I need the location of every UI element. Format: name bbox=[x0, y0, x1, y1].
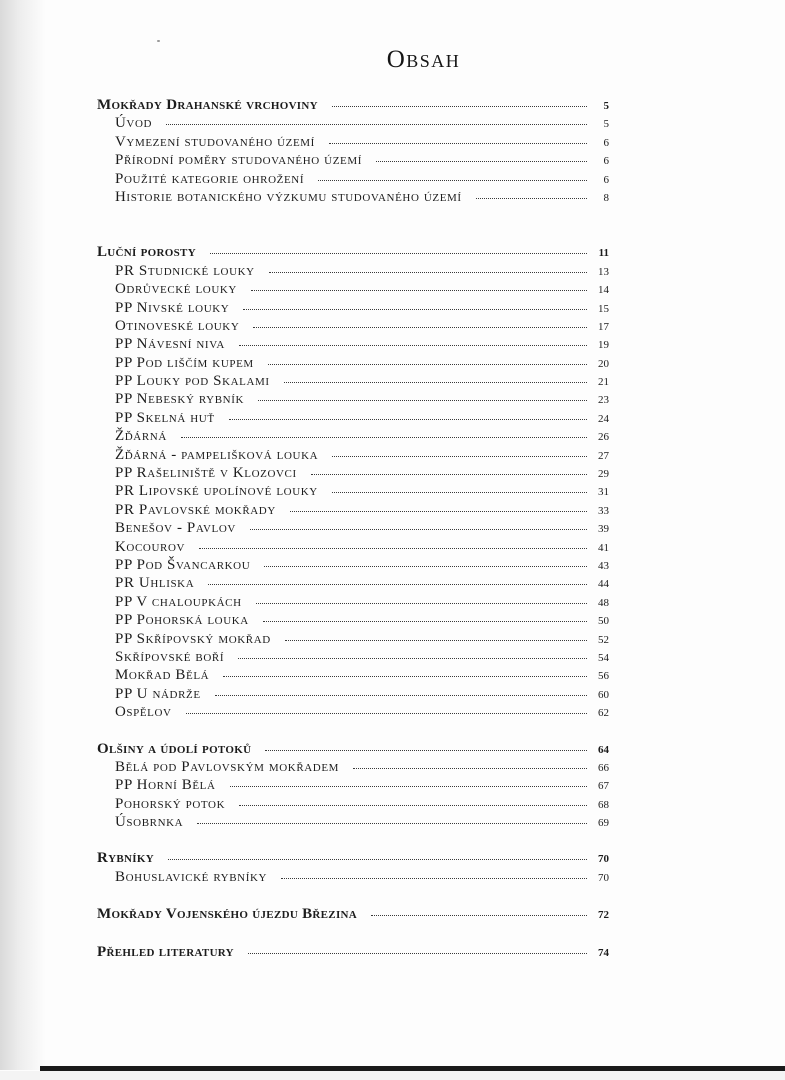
dot-leader bbox=[166, 112, 587, 125]
toc-heading-page-number: 64 bbox=[598, 743, 609, 756]
toc-entry-label: Mokřad Bělá bbox=[115, 667, 210, 684]
toc-entry-label: PP Pod liščím kupem bbox=[115, 354, 254, 371]
toc-heading-page-number: 72 bbox=[598, 909, 609, 922]
toc-entry-page-number: 20 bbox=[598, 357, 609, 370]
toc-entry-page-number: 48 bbox=[598, 596, 609, 609]
dot-leader bbox=[285, 628, 587, 641]
toc-entry[interactable] bbox=[97, 868, 609, 886]
dot-leader bbox=[238, 646, 587, 659]
dot-leader bbox=[248, 941, 587, 954]
toc-entry-label: Žďárná bbox=[115, 428, 167, 445]
toc-entry-page-number: 56 bbox=[598, 670, 609, 683]
toc-entry-label: Bělá pod Pavlovským mokřadem bbox=[115, 758, 340, 775]
toc-section bbox=[97, 905, 609, 923]
toc-heading[interactable] bbox=[97, 905, 609, 923]
toc-entry-page-number: 50 bbox=[598, 615, 609, 628]
toc-entry-page-number: 66 bbox=[598, 761, 609, 774]
toc-entry-page-number: 44 bbox=[598, 578, 609, 591]
toc-heading-label: Rybníky bbox=[97, 850, 154, 867]
toc-entry-page-number: 60 bbox=[598, 688, 609, 701]
toc-entry-label: PR Studnické louky bbox=[115, 262, 255, 279]
toc-entry-page-number: 68 bbox=[598, 798, 609, 811]
toc-entry-page-number: 19 bbox=[598, 339, 609, 352]
toc-entry-label: Bohuslavické rybníky bbox=[115, 868, 268, 885]
toc-entry-label: PP Nebeský rybník bbox=[115, 391, 245, 408]
toc-heading[interactable] bbox=[97, 943, 609, 961]
toc-entry-page-number: 54 bbox=[598, 651, 609, 664]
toc-entry-label: Kocourov bbox=[115, 538, 186, 555]
toc-entry-page-number: 39 bbox=[598, 523, 609, 536]
dot-leader bbox=[269, 260, 587, 273]
toc-section bbox=[97, 96, 609, 206]
dot-leader bbox=[258, 388, 587, 401]
dot-leader bbox=[250, 517, 587, 530]
toc-heading-label: Mokřady Vojenského újezdu Březina bbox=[97, 906, 358, 923]
toc-entry[interactable] bbox=[97, 188, 609, 206]
toc-entry-label: Vymezení studovaného území bbox=[115, 133, 315, 150]
toc-section bbox=[97, 849, 609, 886]
toc-entry-page-number: 52 bbox=[598, 633, 609, 646]
dot-leader bbox=[264, 554, 587, 567]
toc-entry-page-number: 26 bbox=[598, 431, 609, 444]
dot-leader bbox=[230, 774, 587, 787]
dot-leader bbox=[239, 333, 587, 346]
dot-leader bbox=[311, 462, 587, 475]
dot-leader bbox=[265, 738, 587, 751]
toc-heading-label: Mokřady Drahanské vrchoviny bbox=[97, 97, 318, 113]
dot-leader bbox=[290, 499, 587, 512]
toc-section bbox=[97, 740, 609, 832]
toc-entry-label: Pohorský potok bbox=[115, 795, 226, 812]
toc-entry-label: PP Skřípovský mokřad bbox=[115, 630, 271, 647]
dot-leader bbox=[251, 278, 587, 291]
toc-entry-page-number: 21 bbox=[598, 376, 609, 389]
dot-leader bbox=[229, 407, 587, 420]
toc-entry-page-number: 6 bbox=[603, 155, 609, 168]
section-spacer bbox=[97, 206, 609, 243]
toc-entry-label: PR Lipovské upolínové louky bbox=[115, 483, 318, 500]
toc-entry-label: Historie botanického výzkumu studovaného území bbox=[115, 188, 462, 205]
toc-entry-label: Žďárná - pampelišková louka bbox=[115, 446, 319, 463]
toc-entry-page-number: 6 bbox=[603, 173, 609, 186]
toc-entry-page-number: 62 bbox=[598, 707, 609, 720]
toc-entry-page-number: 6 bbox=[603, 136, 609, 149]
toc-entry-label: PP Pohorská louka bbox=[115, 612, 249, 629]
toc-entry-page-number: 67 bbox=[598, 780, 609, 793]
dot-leader bbox=[223, 664, 587, 677]
toc-entry-label: Odrůvecké louky bbox=[115, 281, 237, 298]
toc-entry-label: PP Horní Bělá bbox=[115, 777, 216, 794]
toc-entry-page-number: 15 bbox=[598, 302, 609, 315]
toc-entry-label: PP V chaloupkách bbox=[115, 593, 242, 610]
toc-entry-label: PP Louky pod Skalami bbox=[115, 373, 270, 390]
page-bottom-shade bbox=[0, 1071, 785, 1080]
toc-heading-label: Přehled literatury bbox=[97, 943, 234, 960]
toc-heading-page-number: 5 bbox=[603, 100, 609, 112]
dot-leader bbox=[263, 609, 587, 622]
toc-heading-label: Olšiny a údolí potoků bbox=[97, 740, 252, 757]
toc-entry[interactable] bbox=[97, 703, 609, 721]
dot-leader bbox=[318, 168, 587, 181]
toc-entry-page-number: 8 bbox=[603, 191, 609, 204]
dot-leader bbox=[210, 241, 587, 254]
toc-entry-label: PP Skelná huť bbox=[115, 409, 215, 426]
toc-entry-label: Použité kategorie ohrožení bbox=[115, 170, 305, 187]
dot-leader bbox=[243, 297, 587, 310]
toc-entry-label: Přírodní poměry studovaného území bbox=[115, 152, 362, 169]
toc-entry-page-number: 13 bbox=[598, 265, 609, 278]
toc-entry[interactable] bbox=[97, 813, 609, 831]
dot-leader bbox=[268, 352, 587, 365]
dot-leader bbox=[181, 425, 587, 438]
paper-speck bbox=[157, 40, 160, 42]
toc-entry-page-number: 31 bbox=[598, 486, 609, 499]
dot-leader bbox=[332, 94, 587, 107]
dot-leader bbox=[215, 683, 587, 696]
table-of-contents bbox=[97, 96, 609, 961]
dot-leader bbox=[376, 149, 587, 162]
dot-leader bbox=[476, 186, 587, 199]
toc-entry-label: PP Rašeliniště v Klozovci bbox=[115, 465, 297, 482]
dot-leader bbox=[168, 847, 587, 860]
toc-heading-page-number: 11 bbox=[598, 247, 609, 260]
dot-leader bbox=[239, 793, 587, 806]
dot-leader bbox=[208, 572, 587, 585]
toc-entry-page-number: 14 bbox=[598, 284, 609, 297]
toc-heading-page-number: 70 bbox=[598, 853, 609, 866]
toc-entry-page-number: 43 bbox=[598, 559, 609, 572]
toc-entry-page-number: 5 bbox=[603, 118, 609, 131]
toc-entry-label: PR Uhliska bbox=[115, 575, 195, 592]
dot-leader bbox=[353, 756, 587, 769]
toc-entry-label: PP Návesní niva bbox=[115, 336, 225, 353]
dot-leader bbox=[197, 811, 587, 824]
toc-entry-label: PP Pod Švancarkou bbox=[115, 556, 251, 573]
toc-entry-label: Úvod bbox=[115, 115, 153, 132]
dot-leader bbox=[329, 131, 587, 144]
toc-entry-page-number: 33 bbox=[598, 504, 609, 517]
dot-leader bbox=[281, 866, 587, 879]
dot-leader bbox=[332, 480, 587, 493]
page-binding-shadow bbox=[0, 0, 46, 1070]
toc-section bbox=[97, 243, 609, 721]
toc-heading-label: Luční porosty bbox=[97, 244, 196, 261]
toc-section bbox=[97, 943, 609, 961]
dot-leader bbox=[253, 315, 587, 328]
toc-entry-label: PP Nivské louky bbox=[115, 299, 230, 316]
dot-leader bbox=[256, 591, 587, 604]
dot-leader bbox=[199, 536, 587, 549]
toc-entry-label: Skřípovské boří bbox=[115, 648, 225, 665]
dot-leader bbox=[284, 370, 587, 383]
toc-heading-page-number: 74 bbox=[598, 946, 609, 959]
toc-entry-page-number: 69 bbox=[598, 817, 609, 830]
toc-entry-label: Otinoveské louky bbox=[115, 317, 240, 334]
toc-entry-page-number: 29 bbox=[598, 468, 609, 481]
dot-leader bbox=[371, 903, 587, 916]
toc-entry-label: Benešov - Pavlov bbox=[115, 520, 236, 537]
dot-leader bbox=[186, 701, 587, 714]
toc-entry-page-number: 17 bbox=[598, 320, 609, 333]
toc-entry-page-number: 23 bbox=[598, 394, 609, 407]
toc-entry-page-number: 70 bbox=[598, 871, 609, 884]
toc-entry-page-number: 41 bbox=[598, 541, 609, 554]
toc-entry-label: PP U nádrže bbox=[115, 685, 201, 702]
page-title: Obsah bbox=[386, 46, 461, 73]
toc-entry-label: Úsobrnka bbox=[115, 814, 184, 831]
toc-entry-page-number: 24 bbox=[598, 412, 609, 425]
toc-entry-label: Ospělov bbox=[115, 704, 172, 721]
toc-entry-page-number: 27 bbox=[598, 449, 609, 462]
toc-entry-label: PR Pavlovské mokřady bbox=[115, 501, 276, 518]
dot-leader bbox=[332, 444, 587, 457]
